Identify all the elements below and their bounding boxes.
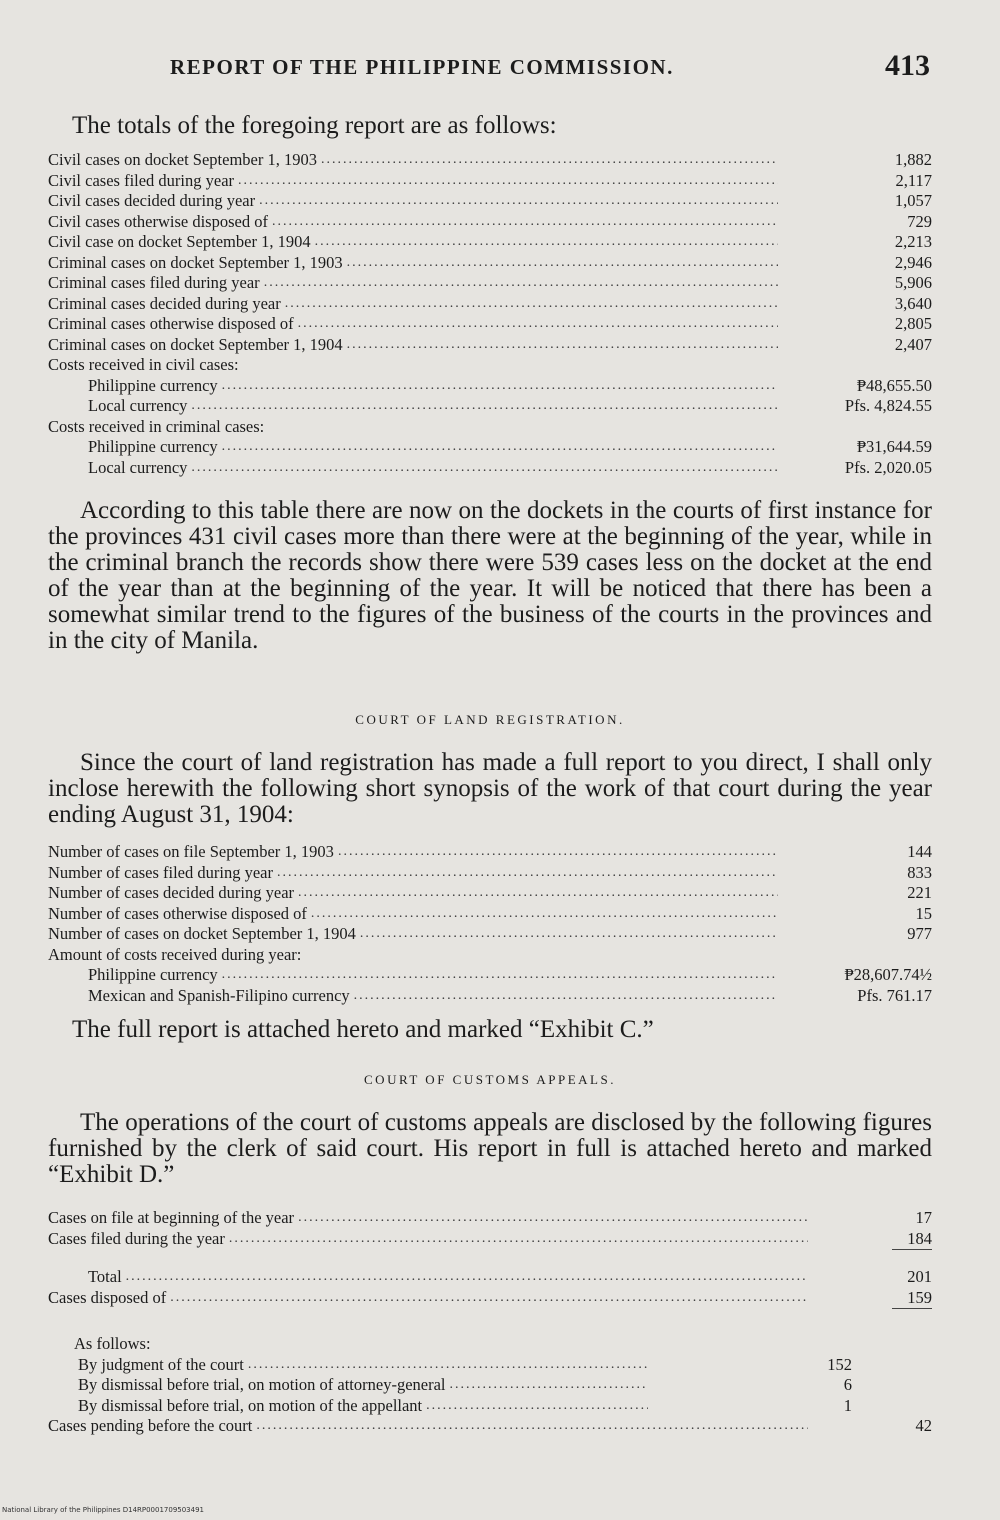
table-row: By dismissal before trial, on motion of the appellant ..... 1 xyxy=(48,1396,932,1417)
table-row: Criminal cases otherwise disposed of ..... 2,805 xyxy=(48,314,932,335)
table-row: Civil cases on docket September 1, 1903 ..... 1,882 xyxy=(48,150,932,171)
rule-divider xyxy=(48,1249,932,1255)
page-header xyxy=(170,49,930,82)
table-row: Philippine currency ..... ₱28,607.74½ xyxy=(48,965,932,986)
table-row: Philippine currency ..... ₱31,644.59 xyxy=(48,437,932,458)
scan-footer: National Library of the Philippines D14RP0001709503491 xyxy=(2,1506,204,1514)
criminal-costs-heading: Costs received in criminal cases: xyxy=(48,416,265,436)
table-row: Local currency ..... Pfs. 2,020.05 xyxy=(48,458,932,479)
table-row: Civil cases decided during year ..... 1,057 xyxy=(48,191,932,212)
table-row: Criminal cases on docket September 1, 1904 ..... 2,407 xyxy=(48,335,932,356)
table-row: Civil cases filed during year ..... 2,117 xyxy=(48,171,932,192)
total-row: Total ..... 201 xyxy=(48,1267,932,1288)
land-costs-heading: Amount of costs received during year: xyxy=(48,944,302,964)
table-row: By judgment of the court ..... 152 xyxy=(48,1355,932,1376)
table-row: Civil case on docket September 1, 1904 ..... 2,213 xyxy=(48,232,932,253)
customs-intro: The operations of the court of customs appeals are disclosed by the following figures furnished by the clerk of said court. His report in full is attached hereto and marked “Exhibit D.” xyxy=(48,1109,932,1188)
table-row: Number of cases on file September 1, 1903 ..... 144 xyxy=(48,842,932,863)
totals-table xyxy=(48,150,932,478)
table-row: Criminal cases filed during year ..... 5,906 xyxy=(48,273,932,294)
pending-row: Cases pending before the court ..... 42 xyxy=(48,1416,932,1437)
disposed-row: Cases disposed of ..... 159 xyxy=(48,1288,932,1309)
table-row: Criminal cases decided during year ..... 3,640 xyxy=(48,294,932,315)
table-row: Local currency ..... Pfs. 4,824.55 xyxy=(48,396,932,417)
table-row: Number of cases otherwise disposed of ..... 15 xyxy=(48,904,932,925)
table-row: Cases on file at beginning of the year ..... 17 xyxy=(48,1208,932,1229)
land-registration-section xyxy=(48,712,932,1044)
customs-appeals-section xyxy=(48,1072,932,1437)
table-row: Number of cases on docket September 1, 1904 ..... 977 xyxy=(48,924,932,945)
table-row: Number of cases decided during year ..... 221 xyxy=(48,883,932,904)
table-row: Number of cases filed during year ..... 833 xyxy=(48,863,932,884)
land-table xyxy=(48,842,932,1006)
table-row: Cases filed during the year ..... 184 xyxy=(48,1229,932,1250)
page-number: 413 xyxy=(885,49,930,82)
civil-costs-heading: Costs received in civil cases: xyxy=(48,355,239,374)
table-row: By dismissal before trial, on motion of attorney-general ..... 6 xyxy=(48,1375,932,1396)
totals-section xyxy=(48,112,932,478)
as-follows-heading: As follows: xyxy=(74,1334,151,1353)
table-row: Criminal cases on docket September 1, 1903 ..... 2,946 xyxy=(48,253,932,274)
table-row: Mexican and Spanish-Filipino currency ..... Pfs. 761.17 xyxy=(48,986,932,1007)
paragraph-trend: According to this table there are now on the dockets in the courts of first instance for the provinces 431 civil cases more than there were at the beginning of the year, while in the criminal branch the records show there were 539 cases less on the docket at the end of the year than at the beginning of the year. It will be noticed that there has been a somewhat similar trend to the figures of the business of the courts in the provinces and in the city of Manila. xyxy=(48,497,932,654)
land-intro: Since the court of land registration has made a full report to you direct, I shall only inclose herewith the following short synopsis of the work of that court during the year ending August 31, 1904: xyxy=(48,749,932,828)
customs-table xyxy=(48,1208,932,1437)
totals-intro: The totals of the foregoing report are as follows: xyxy=(72,112,557,139)
running-head: REPORT OF THE PHILIPPINE COMMISSION. xyxy=(170,55,674,79)
rule-divider xyxy=(48,1308,932,1314)
table-row: Philippine currency ..... ₱48,655.50 xyxy=(48,376,932,397)
table-row: Civil cases otherwise disposed of ..... 729 xyxy=(48,212,932,233)
section-heading: COURT OF LAND REGISTRATION. xyxy=(355,712,625,727)
section-heading: COURT OF CUSTOMS APPEALS. xyxy=(364,1072,616,1087)
land-closing: The full report is attached hereto and marked “Exhibit C.” xyxy=(72,1016,654,1043)
